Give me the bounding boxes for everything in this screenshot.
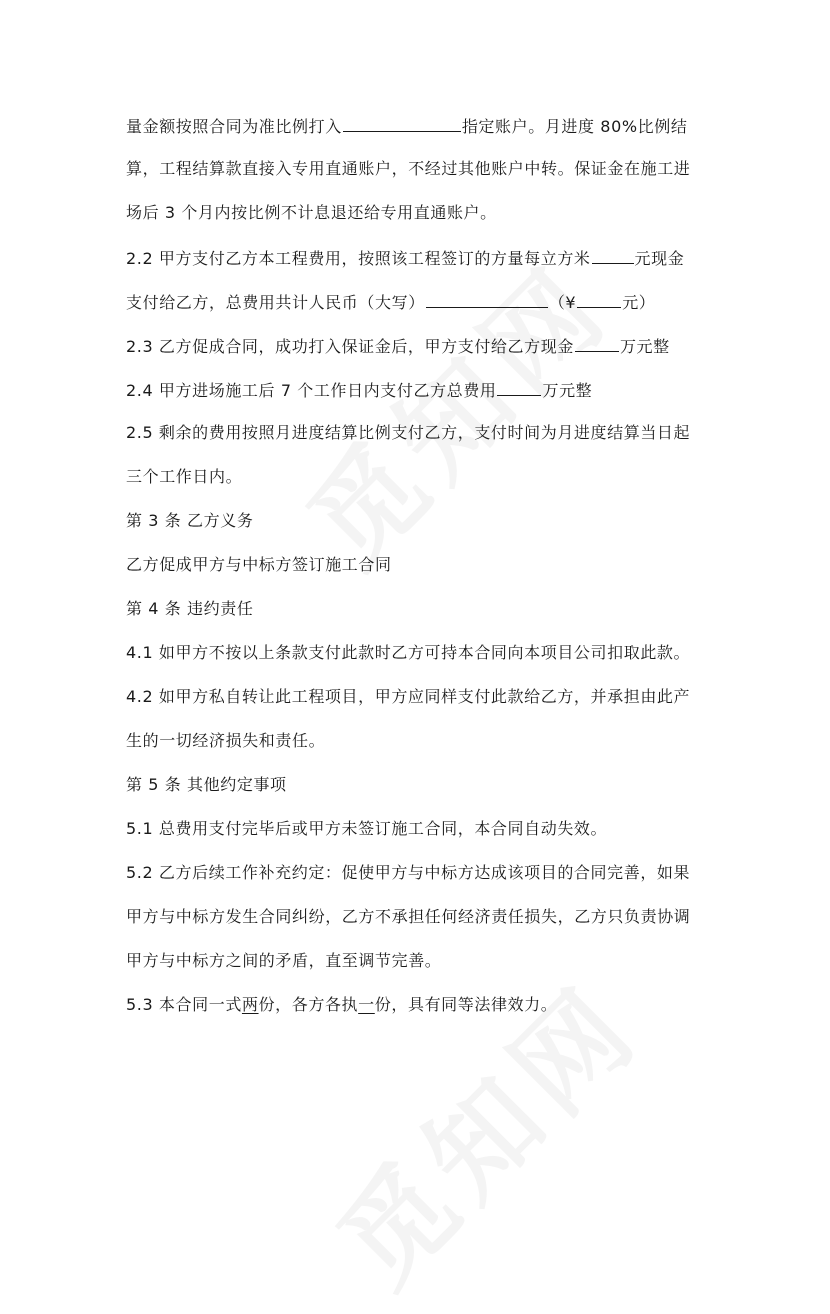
paragraph-line-2	[126, 158, 690, 180]
paragraph-line-1	[126, 114, 687, 138]
clause-2-3	[126, 334, 670, 358]
text-segment: 2.3 乙方促成合同，成功打入保证金后，甲方支付给乙方现金	[126, 337, 574, 356]
clause-4-2-line-1	[126, 686, 690, 708]
clause-2-5-line-1	[126, 422, 690, 444]
text-segment: 5.1 总费用支付完毕后或甲方未签订施工合同，本合同自动失效。	[126, 819, 608, 838]
clause-2-5-line-2	[126, 466, 242, 488]
clause-4-2-line-2	[126, 730, 325, 752]
text-segment: 第 5 条 其他约定事项	[126, 775, 287, 794]
text-segment: 2.4 甲方进场施工后 7 个工作日内支付乙方总费用	[126, 381, 497, 400]
text-segment: 5.3 本合同一式	[126, 995, 242, 1014]
text-segment: 5.2 乙方后续工作补充约定：促使甲方与中标方达成该项目的合同完善，如果	[126, 863, 691, 882]
blank-account	[343, 114, 461, 132]
clause-2-2-line-2	[126, 290, 655, 314]
text-segment: 第 3 条 乙方义务	[126, 511, 254, 530]
blank-amount-numeric	[577, 290, 621, 308]
text-segment: 指定账户。月进度 80%比例结	[461, 117, 688, 136]
article-3-heading	[126, 510, 253, 532]
text-segment: 元）	[622, 293, 656, 312]
text-segment: 2.2 甲方支付乙方本工程费用，按照该工程签订的方量每立方米	[126, 249, 591, 268]
text-segment: 4.1 如甲方不按以上条款支付此款时乙方可持本合同向本项目公司扣取此款。	[126, 643, 691, 662]
text-segment: 生的一切经济损失和责任。	[126, 731, 326, 750]
clause-2-4	[126, 378, 592, 402]
copies-each: 一	[358, 995, 375, 1014]
text-segment: 量金额按照合同为准比例打入	[126, 117, 342, 136]
text-segment: 4.2 如甲方私自转让此工程项目，甲方应同样支付此款给乙方，并承担由此产	[126, 687, 691, 706]
blank-cash-amount	[575, 334, 619, 352]
text-segment: 份，各方各执	[258, 995, 359, 1014]
text-segment: 甲方与中标方之间的矛盾，直至调节完善。	[126, 951, 442, 970]
text-segment: 支付给乙方，总费用共计人民币（大写）	[126, 293, 425, 312]
clause-5-2-line-3	[126, 950, 441, 972]
clause-5-3	[126, 994, 557, 1016]
article-5-heading	[126, 774, 287, 796]
blank-amount-in-words	[426, 290, 548, 308]
clause-5-2-line-2	[126, 906, 690, 928]
watermark-upper	[268, 224, 639, 595]
text-segment: 万元整	[619, 337, 670, 356]
clause-4-1	[126, 642, 690, 664]
text-segment: 三个工作日内。	[126, 467, 243, 486]
copies-total: 两	[241, 995, 259, 1014]
blank-unit-price	[592, 246, 634, 264]
blank-total-fee	[497, 378, 541, 396]
text-segment: 算，工程结算款直接入专用直通账户，不经过其他账户中转。保证金在施工进	[126, 159, 691, 178]
clause-2-2-line-1	[126, 246, 684, 270]
paragraph-line-3	[126, 202, 497, 224]
text-segment: 乙方促成甲方与中标方签订施工合同	[126, 555, 392, 574]
article-4-heading	[126, 598, 253, 620]
text-segment: （¥	[548, 293, 577, 312]
text-segment: 份，具有同等法律效力。	[374, 995, 558, 1014]
text-segment: 甲方与中标方发生合同纠纷，乙方不承担任何经济责任损失，乙方只负责协调	[126, 907, 691, 926]
clause-5-2-line-1	[126, 862, 690, 884]
text-segment: 万元整	[542, 381, 593, 400]
text-segment: 第 4 条 违约责任	[126, 599, 254, 618]
text-segment: 2.5 剩余的费用按照月进度结算比例支付乙方，支付时间为月进度结算当日起	[126, 423, 691, 442]
clause-5-1	[126, 818, 607, 840]
article-3-body	[126, 554, 392, 576]
text-segment: 场后 3 个月内按比例不计息退还给专用直通账户。	[126, 203, 497, 222]
text-segment: 元现金	[634, 249, 685, 268]
